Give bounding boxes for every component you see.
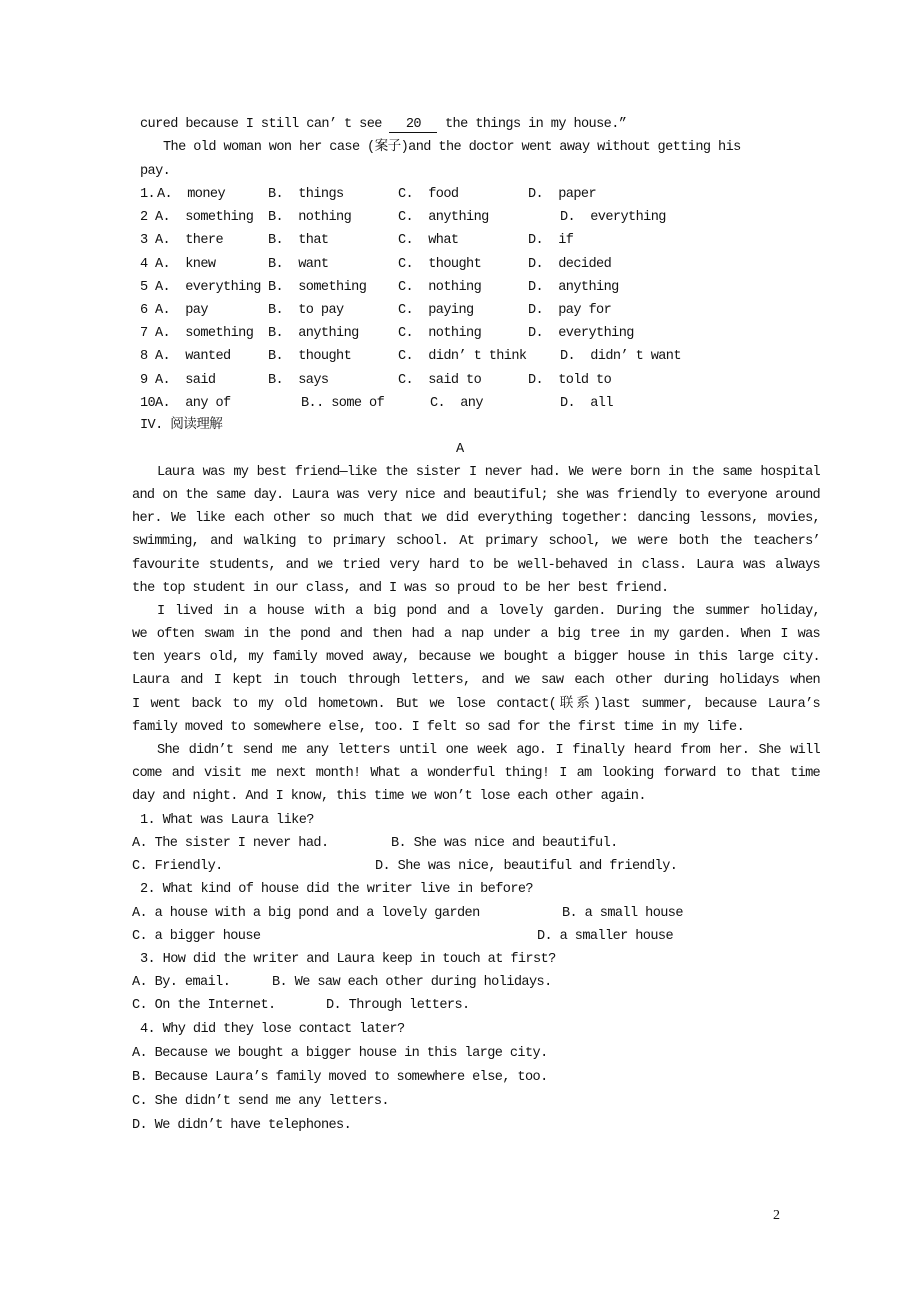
option-b: B.. some of <box>301 395 385 411</box>
text: the things in my house.” <box>437 117 627 132</box>
question-stem: 4. Why did they lose contact later? <box>140 1022 405 1037</box>
answer-choice: B. She was nice and beautiful. <box>391 836 618 851</box>
option-d: D. pay for <box>528 303 612 318</box>
option-a: A. money <box>157 187 226 202</box>
passage-line: and on the same day. Laura was very nice and beautiful; she was friendly to everyone around <box>132 488 820 504</box>
option-a: A. knew <box>155 256 216 272</box>
answer-choice: A. By. email. <box>132 975 231 990</box>
option-a: A. there <box>155 233 224 249</box>
option-a: A. pay <box>155 303 208 318</box>
passage-line: the top student in our class, and I was so proud to be her best friend. <box>132 580 669 596</box>
option-c: C. paying <box>398 303 474 318</box>
answer-choice: C. a bigger house <box>132 929 261 944</box>
question-number: 5 <box>140 279 148 295</box>
answer-choice: B. We saw each other during holidays. <box>272 975 552 990</box>
option-c: C. what <box>398 233 459 249</box>
passage-label: A <box>456 442 464 457</box>
text: cured because I still can’ t see <box>140 117 390 132</box>
passage-line: ten years old, my family moved away, because we bought a bigger house in this large city. <box>132 650 820 666</box>
option-b: B. nothing <box>268 210 352 226</box>
question-number: 10 <box>140 395 156 411</box>
question-number: 4 <box>140 256 148 272</box>
answer-choice: C. She didn’t send me any letters. <box>132 1094 389 1109</box>
option-d: D. everything <box>528 326 634 342</box>
question-number: 9 <box>140 372 148 388</box>
cloze-text-line: The old woman won her case (案子)and the doctor went away without getting his <box>163 140 741 155</box>
answer-choice: B. a small house <box>562 906 683 921</box>
option-c: C. said to <box>398 372 482 388</box>
question-number: 3 <box>140 233 148 249</box>
page-number: 2 <box>773 1208 780 1223</box>
question-number: 2 <box>140 210 148 226</box>
passage-line: Laura and I kept in touch through letters, and we saw each other during holidays when <box>132 673 820 689</box>
answer-choice: A. The sister I never had. <box>132 836 329 851</box>
question-stem: 1. What was Laura like? <box>140 813 314 828</box>
passage-line: family moved to somewhere else, too. I felt so sad for the first time in my life. <box>132 719 745 735</box>
question-stem: 3. How did the writer and Laura keep in touch at first? <box>140 952 556 967</box>
option-c: C. nothing <box>398 279 482 295</box>
cloze-text-line <box>140 116 626 134</box>
question-number: 6 <box>140 303 148 318</box>
passage-line: favourite students, and we tried very hard to be well-behaved in class. Laura was always <box>132 557 820 573</box>
option-d: D. decided <box>528 256 612 272</box>
option-d: D. all <box>560 395 613 411</box>
passage-line: I lived in a house with a big pond and a lovely garden. During the summer holiday, <box>157 603 820 619</box>
option-a: A. wanted <box>155 349 231 365</box>
option-d: D. paper <box>528 187 597 202</box>
passage-line: her. We like each other so much that we did everything together: dancing lessons, movies, <box>132 511 820 527</box>
cloze-text-line: pay. <box>140 164 171 179</box>
passage-line: we often swam in the pond and then had a nap under a big tree in my garden. When I was <box>132 627 820 643</box>
option-a: A. any of <box>155 395 231 411</box>
question-number: 1. <box>140 187 156 202</box>
option-d: D. anything <box>528 279 619 295</box>
option-a: A. something <box>155 210 254 226</box>
option-d: D. everything <box>560 210 666 226</box>
option-c: C. nothing <box>398 326 482 342</box>
option-a: A. something <box>155 326 254 342</box>
option-b: B. that <box>268 233 329 249</box>
passage-line: come and visit me next month! What a wonderful thing! I am looking forward to that time <box>132 765 820 781</box>
answer-choice: D. Through letters. <box>326 998 470 1013</box>
option-a: A. everything <box>155 279 261 295</box>
option-b: B. things <box>268 187 344 202</box>
option-d: D. told to <box>528 372 612 388</box>
passage-line: I went back to my old hometown. But we lose contact(联系)last summer, because Laura’s <box>132 696 820 712</box>
passage-line: She didn’t send me any letters until one week ago. I finally heard from her. She will <box>157 742 820 758</box>
option-c: C. didn’ t think <box>398 349 527 365</box>
option-b: B. to pay <box>268 303 344 318</box>
passage-line: swimming, and walking to primary school. At primary school, we were both the teachers’ <box>132 534 820 550</box>
option-b: B. something <box>268 279 367 295</box>
option-b: B. anything <box>268 326 359 342</box>
section-heading: IV. 阅读理解 <box>140 418 223 433</box>
question-stem: 2. What kind of house did the writer live in before? <box>140 882 533 897</box>
answer-choice: C. Friendly. <box>132 859 223 874</box>
option-a: A. said <box>155 372 216 388</box>
option-c: C. thought <box>398 256 482 272</box>
option-d: D. if <box>528 233 574 249</box>
question-number: 7 <box>140 326 148 342</box>
passage-line: day and night. And I know, this time we won’t lose each other again. <box>132 789 646 805</box>
answer-choice: D. She was nice, beautiful and friendly. <box>375 859 678 874</box>
answer-choice: A. a house with a big pond and a lovely garden <box>132 906 480 921</box>
answer-choice: B. Because Laura’s family moved to somewhere else, too. <box>132 1070 548 1085</box>
option-b: B. thought <box>268 349 352 365</box>
option-c: C. any <box>430 395 483 411</box>
cloze-blank: 20 <box>389 117 437 133</box>
option-b: B. want <box>268 256 329 272</box>
question-number: 8 <box>140 349 148 365</box>
option-d: D. didn’ t want <box>560 349 681 365</box>
answer-choice: D. a smaller house <box>537 929 674 944</box>
answer-choice: D. We didn’t have telephones. <box>132 1118 352 1133</box>
option-c: C. anything <box>398 210 489 226</box>
option-c: C. food <box>398 187 459 202</box>
answer-choice: C. On the Internet. <box>132 998 276 1013</box>
answer-choice: A. Because we bought a bigger house in this large city. <box>132 1046 548 1061</box>
option-b: B. says <box>268 372 329 388</box>
passage-line: Laura was my best friend—like the sister I never had. We were born in the same hospital <box>157 465 820 480</box>
